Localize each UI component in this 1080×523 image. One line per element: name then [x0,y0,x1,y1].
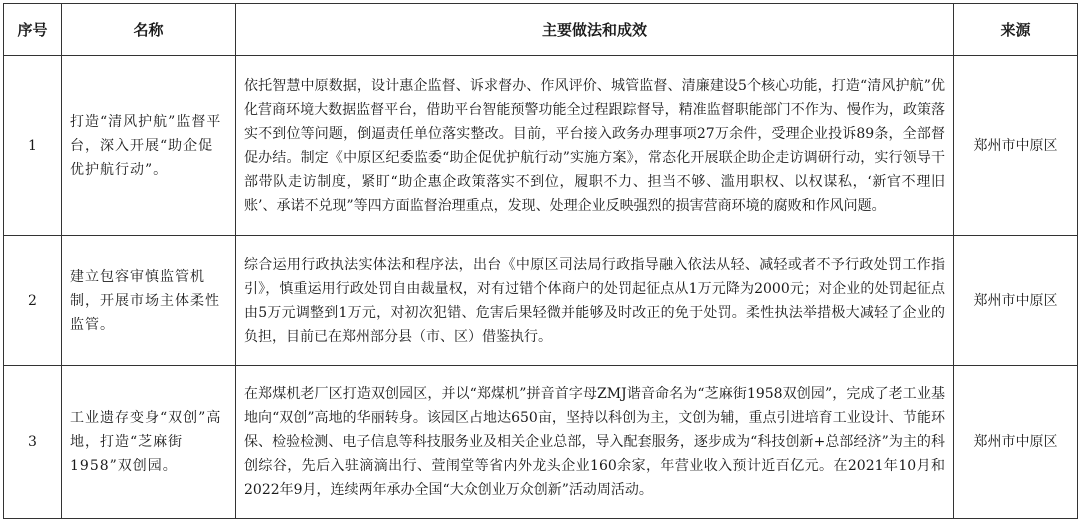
header-source: 来源 [954,4,1078,56]
table-row [4,236,1078,366]
header-name: 名称 [62,4,236,56]
row-name: 工业遗存变身“双创”高地，打造“芝麻街1958”双创园。 [62,366,236,519]
row-description: 依托智慧中原数据，设计惠企监督、诉求督办、作风评价、城管监督、清廉建设5个核心功能，打造“清风护航”优化营商环境大数据监督平台，借助平台智能预警功能全过程跟踪督导，精准监督职能部门不作为、慢作为，政策落实不到位等问题，倒逼责任单位落实整改。目前，平台接入政务办理事项27万余件，受理企业投诉89条，全部督促办结。制定《中原区纪委监委“助企促优护航行动”实施方案》，常态化开展联企助企走访调研行动，实行领导干部带队走访制度，紧盯“助企惠企政策落实不到位，履职不力、担当不够、滥用职权、以权谋私，‘新官不理旧账’、承诺不兑现”等四方面监督治理重点，发现、处理企业反映强烈的损害营商环境的腐败和作风问题。 [236,56,954,236]
row-source: 郑州市中原区 [954,366,1078,519]
row-name: 打造“清风护航”监督平台，深入开展“助企促优护航行动”。 [62,56,236,236]
row-name: 建立包容审慎监管机制，开展市场主体柔性监管。 [62,236,236,366]
row-source: 郑州市中原区 [954,236,1078,366]
row-description: 综合运用行政执法实体法和程序法，出台《中原区司法局行政指导融入依法从轻、减轻或者不予行政处罚工作指引》，慎重运用行政处罚自由裁量权，对有过错个体商户的处罚起征点从1万元降为2000元；对企业的处罚起征点由5万元调整到1万元，对初次犯错、危害后果轻微并能够及时改正的免于处罚。柔性执法举措极大减轻了企业的负担，目前已在郑州部分县（市、区）借鉴执行。 [236,236,954,366]
row-index: 1 [4,56,62,236]
row-index: 2 [4,236,62,366]
practices-table [3,3,1078,519]
table-row [4,56,1078,236]
table-row [4,366,1078,519]
row-description: 在郑煤机老厂区打造双创园区，并以“郑煤机”拼音首字母ZMJ谐音命名为“芝麻街1958双创园”，完成了老工业基地向“双创”高地的华丽转身。该园区占地达650亩，坚持以科创为主，文创为辅，重点引进培育工业设计、节能环保、检验检测、电子信息等科技服务业及相关企业总部，导入配套服务，逐步成为“科技创新+总部经济”为主的科创综谷，先后入驻滴滴出行、萱闱堂等省内外龙头企业160余家，年营业收入预计近百亿元。在2021年10月和2022年9月，连续两年承办全国“大众创业万众创新”活动周活动。 [236,366,954,519]
header-practices: 主要做法和成效 [236,4,954,56]
row-index: 3 [4,366,62,519]
row-source: 郑州市中原区 [954,56,1078,236]
header-row [4,4,1078,56]
header-index: 序号 [4,4,62,56]
